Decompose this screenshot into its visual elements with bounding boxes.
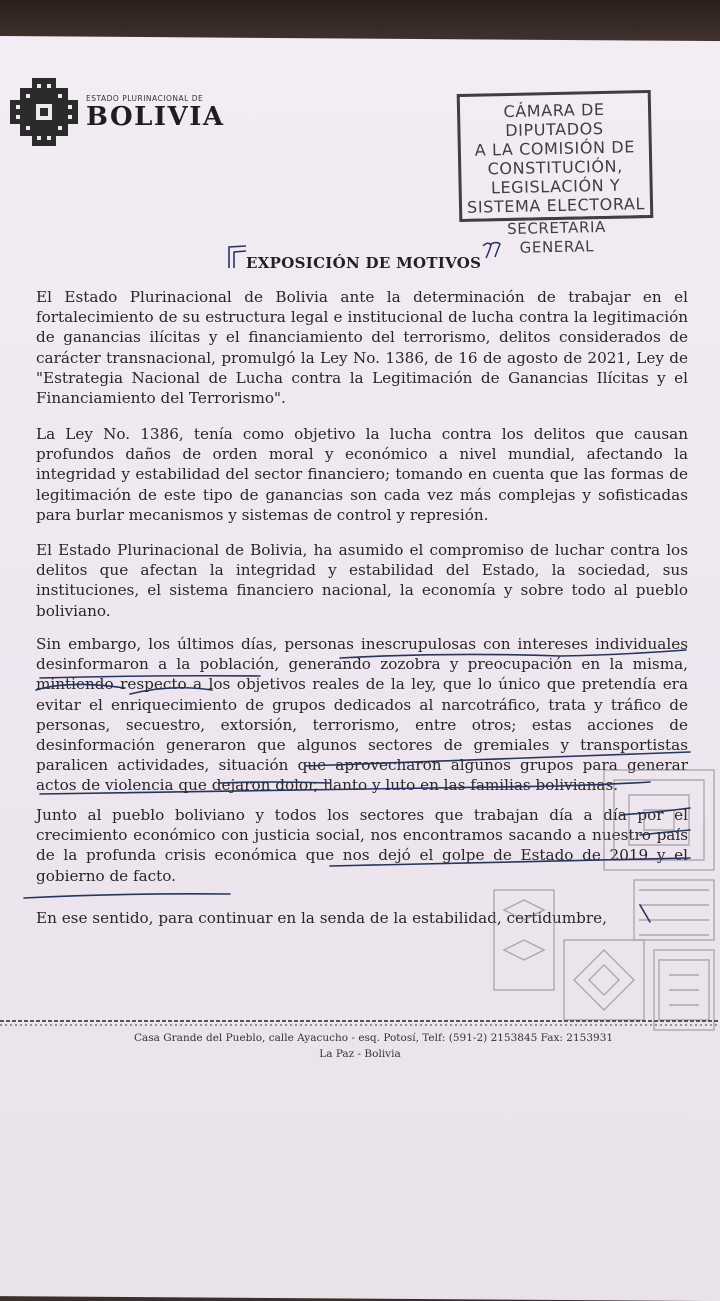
logo-subtitle: ESTADO PLURINACIONAL DE: [86, 94, 204, 103]
stamp-line: CÁMARA DE DIPUTADOS: [503, 99, 605, 141]
stamp-line: SECRETARIA GENERAL: [468, 215, 645, 259]
stamp-line: SISTEMA ELECTORAL: [466, 194, 646, 217]
handwritten-mark-icon: [226, 244, 248, 270]
footer-city: La Paz - Bolivia: [319, 1048, 401, 1060]
stamp-line: LEGISLACIÓN Y: [490, 175, 621, 198]
paragraph: El Estado Plurinacional de Bolivia ante la determinación de trabajar en el fortalecimiento de su estructura legal e institucional de lucha contra la legitimación de ganancias ilícitas y el financiamiento del terrorismo, delitos considerados de carácter transnacional, promulgó la Ley No. 1386, de 16 de agosto de 2021, Ley de "Estrategia Nacional de Lucha contra la Legitimación de Ganancias Ilícitas y el Financiamiento del Terrorismo".: [36, 288, 688, 408]
andean-pattern-watermark: [484, 760, 720, 1060]
paragraph: En ese sentido, para continuar en la senda de la estabilidad, certidumbre,: [36, 909, 607, 927]
chakana-cross-icon: [6, 74, 82, 150]
footer-address: Casa Grande del Pueblo, calle Ayacucho - esq. Potosí, Telf: (591-2) 2153845 Fax: 2153931: [134, 1032, 614, 1044]
paragraph: La Ley No. 1386, tenía como objetivo la lucha contra los delitos que causan profundos daños de orden moral y económico a nivel mundial, afectando la integridad y estabilidad del sector financiero; tomando en cuenta que las formas de legitimación de este tipo de ganancias son cada vez más complejas y sofisticadas para burlar mecanismos y sistemas de control y represión.: [36, 425, 688, 524]
header-logo: [6, 74, 225, 144]
handwritten-initials-icon: [480, 240, 504, 262]
paragraph: El Estado Plurinacional de Bolivia, ha asumido el compromiso de luchar contra los delitos que afectan la integridad y estabilidad del Estado, la sociedad, sus instituciones, el sistema financiero nacional, la economía y sobre todo al pueblo boliviano.: [36, 541, 688, 620]
document-title: EXPOSICIÓN DE MOTIVOS: [246, 254, 482, 272]
stamp-line: A LA COMISIÓN DE: [474, 137, 636, 160]
reception-stamp: [457, 90, 654, 257]
logo-title: BOLIVIA: [86, 102, 225, 132]
footer-separator: [0, 1018, 720, 1028]
paragraph: Junto al pueblo boliviano y todos los sectores que trabajan día a día por el crecimiento económico con justicia social, nos encontramos sacando a nuestro país de la profunda crisis económica que nos dejó el golpe de Estado de 2019 y el gobierno de facto.: [36, 806, 688, 885]
stamp-line: CONSTITUCIÓN,: [487, 156, 624, 179]
paragraph: Sin embargo, los últimos días, personas inescrupulosas con intereses individuales desinformaron a la población, generando zozobra y preocupación en la misma, mintiendo respecto a los objetivos reales de la ley, que lo único que pretendía era evitar el enriquecimiento de grupos dedicados al narcotráfico, trata y tráfico de personas, secuestro, extorsión, terrorismo, entre otros; estas acciones de desinformación generaron que algunos sectores de gremiales y transportistas paralicen actividades, situación que aprovecharon algunos grupos para generar actos de violencia que dejaron dolor, llanto y luto en las familias bolivianas.: [36, 635, 688, 795]
